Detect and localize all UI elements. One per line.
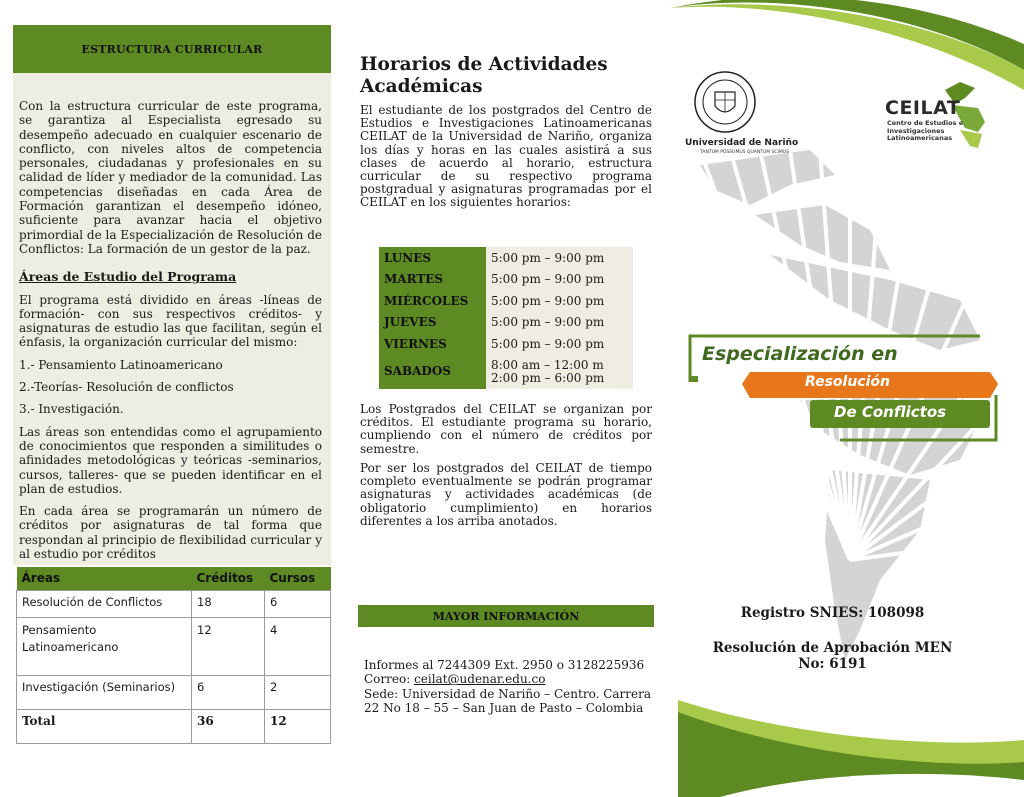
curriculum-body [13,73,331,561]
area-item-2: 2.-Teorías- Resolución de conflictos [19,380,234,395]
credits-description: En cada área se programarán un número de créditos por asignaturas de tal forma que respondan al principio de flexibilidad curricular y al estudio por créditos [19,504,322,562]
fulltime-paragraph: Por ser los postgrados del CEILAT de tiempo completo eventualmente se podrán programar asignaturas y actividades académicas (de obligatorio cumplimiento) en horarios diferentes a los arriba anotados. [360,461,652,528]
table-cell: Resolución de Conflictos [17,590,192,617]
schedule-row [379,247,633,269]
contact-address: Sede: Universidad de Nariño – Centro. Carrera 22 No 18 – 55 – San Juan de Pasto – Colombia [364,686,652,715]
schedule-row [379,290,633,312]
table-cell: 4 [265,617,331,675]
schedule-hours: 5:00 pm – 9:00 pm [491,272,605,287]
men-resolution [700,640,965,672]
more-info-header [358,605,654,627]
schedule-hours-morning: 8:00 am – 12:00 m [491,358,604,372]
curriculum-header [13,25,331,73]
table-cell: 2 [265,675,331,709]
table-header-credits: Créditos [192,567,265,590]
schedule-row [379,312,633,334]
udenar-motto: TANTUM POSSUMUS QUANTUM SCIMUS [700,150,789,155]
table-cell: 36 [192,709,265,743]
table-cell: 12 [265,709,331,743]
areas-intro: El programa está dividido en áreas -líneas de formación- con sus respectivos créditos- y asignaturas de estudio las que facilitan, según el énfasis, la organización curricular del mismo: [19,292,322,350]
men-resolution-label: Resolución de Aprobación MEN [712,640,953,656]
schedule-row [379,269,633,291]
table-header-row [17,567,331,590]
schedule-hours: 5:00 pm – 9:00 pm [491,336,605,351]
schedule-day: MARTES [379,269,486,291]
contact-email-link[interactable]: ceilat@udenar.edu.co [414,672,546,687]
specialization-line-1: Especialización en [702,343,898,365]
table-row [17,617,331,675]
contact-email-label: Correo: [364,672,415,687]
curriculum-header-label: ESTRUCTURA CURRICULAR [81,42,263,56]
specialization-line-2: Resolución [805,374,890,390]
schedule-intro: El estudiante de los postgrados del Centro de Estudios e Investigaciones Latinoamericanas CEILAT de la Universidad de Nariño, organiza los días y horas en las cuales asistirá a sus clases de acuerdo al horario, estructura curricular de su respectivo programa postgradual y asignaturas programadas por el CEILAT en los siguientes horarios: [360,103,652,210]
schedule-row [379,355,633,389]
areas-table [16,567,331,744]
areas-title: Áreas de Estudio del Programa [19,269,237,285]
curriculum-intro: Con la estructura curricular de este programa, se garantiza al Especialista egresado su desempeño adecuado en cualquier escenario de conflicto, con niveles altos de competencia personales, ciudadanas y profesionales en su calidad de líder y mediador de la comunidad. Las competencias diseñadas en cada Área de Formación garantizan el desempeño idóneo, suficiente para avanzar hacia el objetivo primordial de la Especialización de Resolución de Conflictos: La formación de un gestor de la paz. [19,99,323,256]
schedule-day: MIÉRCOLES [379,290,486,312]
table-cell: 12 [192,617,265,675]
ceilat-subtitle: Centro de Estudios e Investigaciones Latinoamericanas [887,119,964,142]
schedule-title: Horarios de Actividades Académicas [360,54,608,97]
ceilat-name: CEILAT [885,97,961,119]
table-cell: Pensamiento Latinoamericano [17,617,192,675]
men-resolution-number: No: 6191 [798,656,867,672]
contact-email-line [364,672,656,686]
udenar-seal [695,72,755,132]
schedule-row [379,333,633,355]
areas-description: Las áreas son entendidas como el agrupamiento de conocimientos que responden a similitudes o afinidades metodológicas y teóricas -seminarios, cursos, talleres- que se pueden identificar en el plan de estudios. [19,424,322,496]
schedule-day: SABADOS [379,355,486,389]
area-item-1: 1.- Pensamiento Latinoamericano [19,357,223,372]
schedule-hours: 5:00 pm – 9:00 pm [491,315,605,330]
credits-paragraph: Los Postgrados del CEILAT se organizan por créditos. El estudiante programa su horario, cumpliendo con el número de créditos por semestre. [360,402,652,456]
curriculum-panel [13,25,331,565]
table-row [17,675,331,709]
table-cell: 6 [265,590,331,617]
schedule-hours: 5:00 pm – 9:00 pm [491,250,605,265]
table-cell: Total [17,709,192,743]
schedule-day: VIERNES [379,333,486,355]
table-header-areas: Áreas [17,567,192,590]
table-total-row [17,709,331,743]
contact-phone: Informes al 7244309 Ext. 2950 o 3128225936 [364,658,645,672]
contact-info [364,658,656,715]
schedule-day: LUNES [379,247,486,269]
more-info-label: MAYOR INFORMACIÓN [432,609,580,623]
specialization-line-3: De Conflictos [834,403,947,421]
schedule-table [379,247,633,389]
area-item-3: 3.- Investigación. [19,402,124,417]
table-cell: 18 [192,590,265,617]
table-row [17,590,331,617]
table-cell: 6 [192,675,265,709]
schedule-day: JUEVES [379,312,486,334]
schedule-hours [486,355,633,389]
udenar-name: Universidad de Nariño [685,138,799,148]
cover-artwork [660,0,1024,797]
schedule-hours-afternoon: 2:00 pm – 6:00 pm [491,370,605,385]
table-cell: Investigación (Seminarios) [17,675,192,709]
schedule-hours: 5:00 pm – 9:00 pm [491,293,605,308]
table-header-courses: Cursos [265,567,331,590]
snies-registration: Registro SNIES: 108098 [740,605,925,621]
